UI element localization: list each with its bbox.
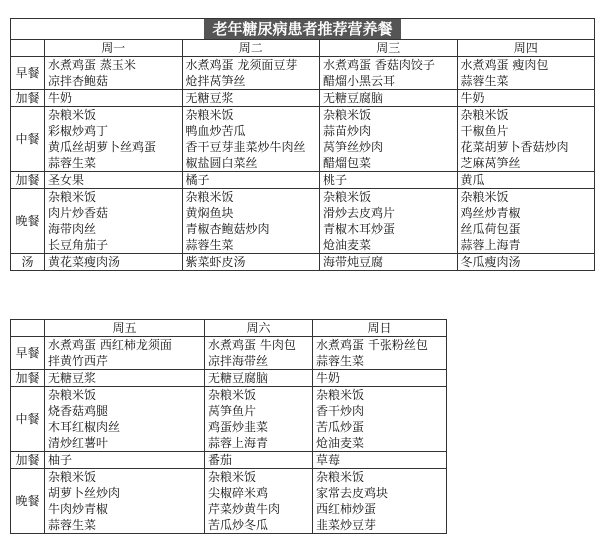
menu-item: 鸭血炒苦瓜 xyxy=(185,124,246,138)
menu-item: 长豆角茄子 xyxy=(48,238,109,252)
menu-table-week1 xyxy=(10,18,595,271)
menu-item: 花菜胡萝卜香菇炒肉 xyxy=(460,140,569,154)
meal-row xyxy=(11,452,447,469)
menu-item: 清炒红薯叶 xyxy=(48,436,109,450)
menu-item: 杂粮米饭 xyxy=(48,470,97,484)
menu-item: 无糖豆腐脑 xyxy=(208,371,269,385)
menu-item: 水煮鸡蛋 香菇肉饺子 xyxy=(323,58,435,72)
menu-item: 杂粮米饭 xyxy=(316,388,365,402)
menu-item: 韭菜炒豆芽 xyxy=(316,518,377,532)
meal-label: 晚餐 xyxy=(11,469,45,534)
menu-cell xyxy=(313,452,447,469)
corner-cell xyxy=(11,40,45,57)
menu-cell xyxy=(45,57,183,90)
menu-item: 莴笋丝炒肉 xyxy=(323,140,384,154)
menu-item: 黄瓜 xyxy=(460,173,485,187)
menu-item: 胡萝卜丝炒肉 xyxy=(48,486,121,500)
menu-cell xyxy=(313,469,447,534)
menu-item: 炝拌莴笋丝 xyxy=(185,74,246,88)
menu-item: 青椒木耳炒蛋 xyxy=(323,222,396,236)
menu-item: 水煮鸡蛋 千张粉丝包 xyxy=(316,338,428,352)
corner-cell xyxy=(11,320,45,337)
menu-item: 蒜蓉生菜 xyxy=(460,74,509,88)
menu-cell xyxy=(45,469,205,534)
menu-cell xyxy=(182,189,320,254)
meal-row xyxy=(11,90,595,107)
menu-item: 杂粮米饭 xyxy=(208,470,257,484)
day-header: 周二 xyxy=(182,40,320,57)
menu-item: 青椒杏鲍菇炒肉 xyxy=(185,222,270,236)
menu-cell xyxy=(45,387,205,452)
menu-cell xyxy=(45,370,205,387)
menu-cell xyxy=(45,337,205,370)
day-header: 周五 xyxy=(45,320,205,337)
menu-item: 杂粮米饭 xyxy=(316,470,365,484)
menu-item: 凉拌杏鲍菇 xyxy=(48,74,109,88)
meal-label: 中餐 xyxy=(11,107,45,172)
meal-label: 早餐 xyxy=(11,337,45,370)
menu-item: 冬瓜瘦肉汤 xyxy=(460,255,521,269)
menu-item: 肉片炒香菇 xyxy=(48,206,109,220)
menu-item: 海带肉丝 xyxy=(48,222,97,236)
day-header-row xyxy=(11,320,447,337)
menu-item: 番茄 xyxy=(208,453,233,467)
menu-cell xyxy=(45,172,183,189)
menu-item: 丝瓜荷包蛋 xyxy=(460,222,521,236)
menu-item: 滑炒去皮鸡片 xyxy=(323,206,396,220)
menu-item: 尖椒碎米鸡 xyxy=(208,486,269,500)
menu-item: 烧香菇鸡腿 xyxy=(48,404,109,418)
meal-label: 晚餐 xyxy=(11,189,45,254)
menu-item: 彩椒炒鸡丁 xyxy=(48,124,109,138)
menu-cell xyxy=(313,387,447,452)
menu-cell xyxy=(457,172,595,189)
menu-item: 杂粮米饭 xyxy=(185,108,234,122)
title-row xyxy=(11,19,595,40)
day-header: 周一 xyxy=(45,40,183,57)
menu-item: 醋熘小黑云耳 xyxy=(323,74,396,88)
menu-item: 水煮鸡蛋 西红柿龙须面 xyxy=(48,338,172,352)
menu-cell xyxy=(320,189,458,254)
menu-item: 木耳红椒肉丝 xyxy=(48,420,121,434)
menu-item: 芹菜炒黄牛肉 xyxy=(208,502,281,516)
menu-item: 海带炖豆腐 xyxy=(323,255,384,269)
menu-item: 草莓 xyxy=(316,453,341,467)
meal-row xyxy=(11,57,595,90)
menu-item: 醋熘包菜 xyxy=(323,156,372,170)
menu-cell xyxy=(182,57,320,90)
menu-item: 橘子 xyxy=(185,173,210,187)
menu-cell xyxy=(45,189,183,254)
menu-item: 牛奶 xyxy=(460,91,485,105)
meal-row xyxy=(11,254,595,271)
menu-cell xyxy=(457,254,595,271)
menu-item: 干椒鱼片 xyxy=(460,124,509,138)
menu-cell xyxy=(320,107,458,172)
menu-item: 水煮鸡蛋 瘦肉包 xyxy=(460,58,549,72)
day-header: 周六 xyxy=(205,320,313,337)
menu-item: 杂粮米饭 xyxy=(323,190,372,204)
menu-item: 芝麻莴笋丝 xyxy=(460,156,521,170)
menu-item: 杂粮米饭 xyxy=(208,388,257,402)
menu-cell xyxy=(313,370,447,387)
menu-item: 炝油麦菜 xyxy=(323,238,372,252)
menu-item: 黄花菜瘦肉汤 xyxy=(48,255,121,269)
menu-item: 杂粮米饭 xyxy=(48,388,97,402)
menu-cell xyxy=(457,107,595,172)
menu-cell xyxy=(457,90,595,107)
meal-label: 早餐 xyxy=(11,57,45,90)
menu-cell xyxy=(205,469,313,534)
menu-cell xyxy=(205,370,313,387)
day-header: 周四 xyxy=(457,40,595,57)
meal-row xyxy=(11,189,595,254)
menu-item: 水煮鸡蛋 牛肉包 xyxy=(208,338,296,352)
menu-item: 水煮鸡蛋 蒸玉米 xyxy=(48,58,136,72)
day-header-row xyxy=(11,40,595,57)
meal-label: 加餐 xyxy=(11,452,45,469)
menu-item: 桃子 xyxy=(323,173,348,187)
menu-item: 蒜蓉上海青 xyxy=(208,436,269,450)
menu-cell xyxy=(205,337,313,370)
menu-item: 苦瓜炒蛋 xyxy=(316,420,365,434)
menu-item: 鸡蛋炒韭菜 xyxy=(208,420,269,434)
menu-item: 杂粮米饭 xyxy=(185,190,234,204)
meal-label: 汤 xyxy=(11,254,45,271)
meal-label: 加餐 xyxy=(11,172,45,189)
meal-row xyxy=(11,337,447,370)
menu-cell xyxy=(45,452,205,469)
meal-row xyxy=(11,172,595,189)
menu-item: 牛奶 xyxy=(316,371,341,385)
day-header: 周日 xyxy=(313,320,447,337)
menu-item: 椒盐圆白菜丝 xyxy=(185,156,258,170)
menu-item: 凉拌海带丝 xyxy=(208,354,269,368)
menu-cell xyxy=(457,57,595,90)
menu-cell xyxy=(320,254,458,271)
meal-label: 加餐 xyxy=(11,370,45,387)
menu-table-week2 xyxy=(10,319,447,534)
menu-item: 蒜苗炒肉 xyxy=(323,124,372,138)
menu-item: 蒜蓉生菜 xyxy=(48,518,97,532)
menu-item: 无糖豆浆 xyxy=(48,371,97,385)
menu-item: 蒜蓉上海青 xyxy=(460,238,521,252)
menu-item: 苦瓜炒冬瓜 xyxy=(208,518,269,532)
menu-cell xyxy=(182,107,320,172)
menu-cell xyxy=(205,387,313,452)
menu-item: 蒜蓉生菜 xyxy=(185,238,234,252)
menu-item: 炝油麦菜 xyxy=(316,436,365,450)
menu-item: 黄焖鱼块 xyxy=(185,206,234,220)
menu-item: 柚子 xyxy=(48,453,73,467)
menu-item: 拌黄竹西芹 xyxy=(48,354,109,368)
menu-item: 无糖豆腐脑 xyxy=(323,91,384,105)
menu-item: 紫菜虾皮汤 xyxy=(185,255,246,269)
meal-row xyxy=(11,107,595,172)
menu-cell xyxy=(320,90,458,107)
meal-row xyxy=(11,387,447,452)
meal-row xyxy=(11,469,447,534)
menu-cell xyxy=(320,57,458,90)
menu-item: 杂粮米饭 xyxy=(48,190,97,204)
menu-item: 杂粮米饭 xyxy=(323,108,372,122)
menu-item: 杂粮米饭 xyxy=(48,108,97,122)
menu-cell xyxy=(313,337,447,370)
page-title: 老年糖尿病患者推荐营养餐 xyxy=(204,19,400,39)
meal-row xyxy=(11,370,447,387)
menu-item: 无糖豆浆 xyxy=(185,91,234,105)
menu-cell xyxy=(182,90,320,107)
menu-cell xyxy=(45,254,183,271)
menu-item: 杂粮米饭 xyxy=(460,190,509,204)
menu-cell xyxy=(182,254,320,271)
menu-item: 家常去皮鸡块 xyxy=(316,486,389,500)
menu-item: 圣女果 xyxy=(48,173,85,187)
menu-item: 香干炒肉 xyxy=(316,404,365,418)
menu-item: 蒜蓉生菜 xyxy=(316,354,365,368)
menu-cell xyxy=(45,90,183,107)
menu-cell xyxy=(182,172,320,189)
menu-item: 鸡丝炒青椒 xyxy=(460,206,521,220)
menu-item: 莴笋鱼片 xyxy=(208,404,257,418)
menu-cell xyxy=(45,107,183,172)
menu-item: 香干豆芽韭菜炒牛肉丝 xyxy=(185,140,306,154)
menu-item: 牛肉炒青椒 xyxy=(48,502,109,516)
meal-label: 加餐 xyxy=(11,90,45,107)
menu-item: 水煮鸡蛋 龙须面豆芽 xyxy=(185,58,298,72)
menu-item: 蒜蓉生菜 xyxy=(48,156,97,170)
day-header: 周三 xyxy=(320,40,458,57)
menu-item: 杂粮米饭 xyxy=(460,108,509,122)
menu-cell xyxy=(457,189,595,254)
menu-item: 黄瓜丝胡萝卜丝鸡蛋 xyxy=(48,140,157,154)
menu-cell xyxy=(205,452,313,469)
meal-label: 中餐 xyxy=(11,387,45,452)
menu-cell xyxy=(320,172,458,189)
menu-item: 牛奶 xyxy=(48,91,73,105)
menu-item: 西红柿炒蛋 xyxy=(316,502,377,516)
